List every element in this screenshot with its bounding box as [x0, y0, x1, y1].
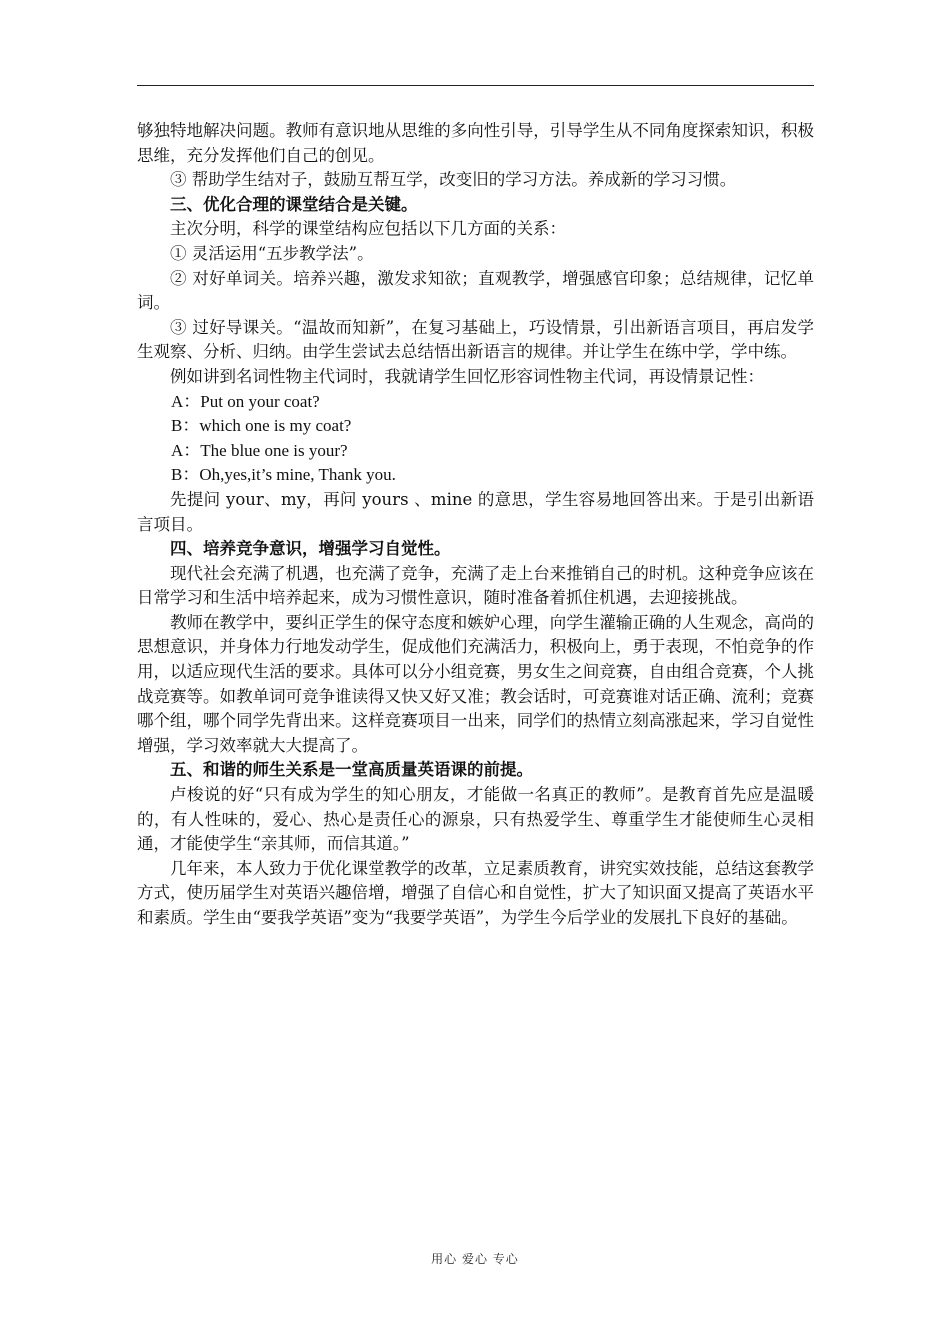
paragraph-teacher: 教师在教学中，要纠正学生的保守态度和嫉妒心理，向学生灌输正确的人生观念，高尚的思想意识，并身体力行地发动学生，促成他们充满活力，积极向上，勇于表现，不怕竞争的作用，以适应现代生活的要求。具体可以分小组竞赛，男女生之间竞赛，自由组合竞赛，个人挑战竞赛等。如教单词可竞争谁读得又快又好又准；教会话时，可竞赛谁对话正确、流利；竞赛哪个组，哪个同学先背出来。这样竞赛项目一出来，同学们的热情立刻高涨起来，学习自觉性增强，学习效率就大大提高了。: [137, 612, 814, 755]
paragraph-item-2: ② 对好单词关。培养兴趣，激发求知欲；直观教学，增强感官印象；总结规律，记忆单词。: [137, 268, 814, 313]
section-heading-5: 五、和谐的师生关系是一堂高质量英语课的前提。: [170, 760, 533, 780]
page-footer: 用心 爱心 专心: [431, 1252, 519, 1266]
dialog-line-a1: A：Put on your coat?: [171, 391, 320, 411]
dialog-line-b1: B：which one is my coat?: [171, 416, 352, 436]
paragraph-intro: 主次分明，科学的课堂结构应包括以下几方面的关系：: [170, 219, 566, 239]
paragraph-conclusion: 几年来，本人致力于优化课堂教学的改革，立足素质教育，讲究实效技能，总结这套教学方式，使历届学生对英语兴趣倍增，增强了自信心和自觉性，扩大了知识面又提高了英语水平和素质。学生由“要我学英语”变为“我要学英语”，为学生今后学业的发展扎下良好的基础。: [137, 858, 814, 927]
document-body: [137, 119, 814, 931]
paragraph-item-1: ① 灵活运用“五步教学法”。: [170, 243, 374, 263]
paragraph-continuation: 够独特地解决问题。教师有意识地从思维的多向性引导，引导学生从不同角度探索知识，积极思维，充分发挥他们自己的创见。: [137, 121, 814, 165]
paragraph-rousseau: 卢梭说的好“只有成为学生的知心朋友，才能做一名真正的教师”。是教育首先应是温暖的，有人性味的，爱心、热心是责任心的源泉，只有热爱学生、尊重学生才能使师生心灵相通，才能使学生“亲其师，而信其道。”: [137, 785, 814, 854]
paragraph-competition: 现代社会充满了机遇，也充满了竞争，充满了走上台来推销自己的时机。这种竞争应该在日常学习和生活中培养起来，成为习惯性意识，随时准备着抓住机遇，去迎接挑战。: [137, 563, 814, 608]
section-heading-3: 三、优化合理的课堂结合是关键。: [170, 194, 418, 214]
paragraph-item-3: ③ 过好导课关。“温故而知新”，在复习基础上，巧设情景，引出新语言项目，再启发学生观察、分析、归纳。由学生尝试去总结悟出新语言的规律。并让学生在练中学，学中练。: [137, 317, 814, 362]
section-heading-4: 四、培养竞争意识，增强学习自觉性。: [170, 539, 451, 559]
dialog-line-b2: B：Oh,yes,it’s mine, Thank you.: [171, 465, 396, 485]
paragraph-item-3-pairing: ③ 帮助学生结对子，鼓励互帮互学，改变旧的学习方法。养成新的学习习惯。: [170, 170, 737, 190]
paragraph-example: 例如讲到名词性物主代词时，我就请学生回忆形容词性物主代词，再设情景记性：: [170, 366, 764, 386]
header-rule: [137, 85, 814, 86]
dialog-line-a2: A：The blue one is your?: [171, 440, 348, 460]
paragraph-question: 先提问 your、my，再问 yours 、mine 的意思，学生容易地回答出来。于是引出新语言项目。: [137, 489, 814, 534]
